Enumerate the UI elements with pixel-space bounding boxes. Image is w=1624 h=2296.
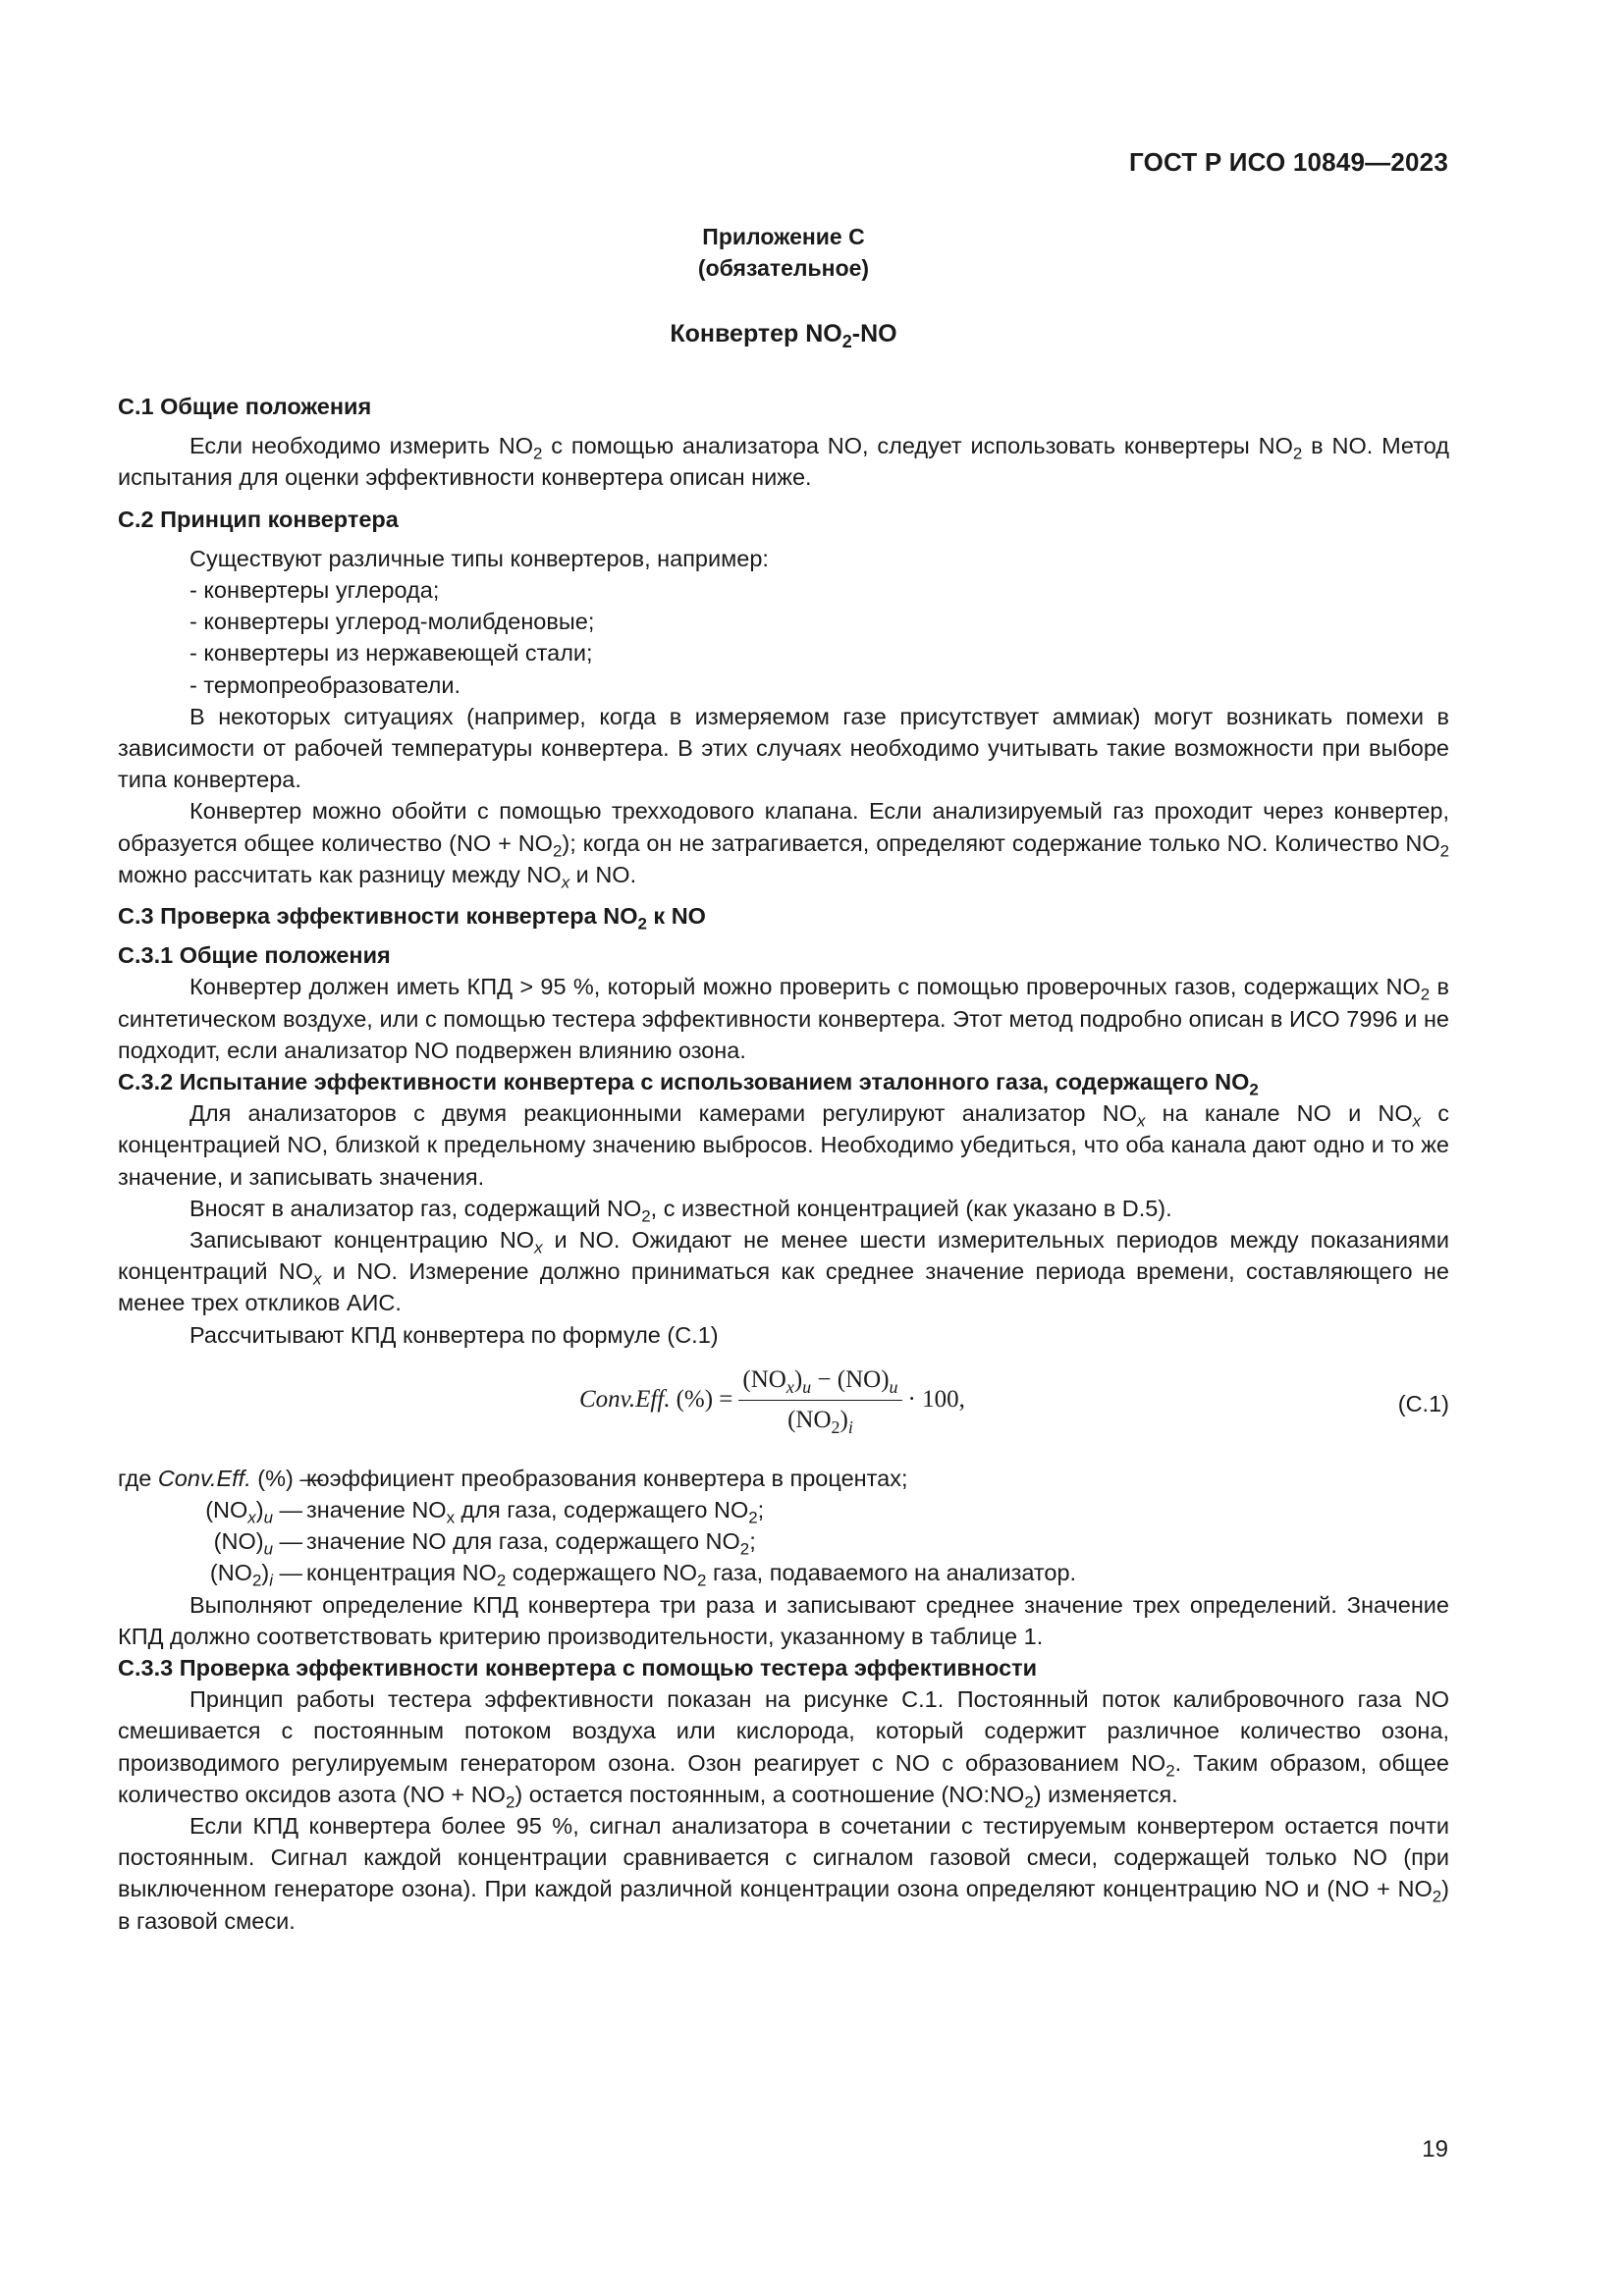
- document-body: [118, 391, 1449, 1937]
- list-item: - конвертеры углерода;: [189, 577, 440, 604]
- list-item: - конвертеры углерод-молибденовые;: [189, 609, 595, 635]
- list-item: - термопреобразователи.: [189, 671, 460, 698]
- list-item: - конвертеры из нержавеющей стали;: [189, 640, 593, 667]
- formula-number: (С.1): [1397, 1390, 1449, 1416]
- paragraph-c1: Если необходимо измерить $NO_2$ с помощью анализатора NO, следует использовать конвертеры $NO_2$ в NO. Метод испытания для оценки эффективности конвертера описан ниже.: [118, 433, 1449, 491]
- paragraph-c32-setup: Для анализаторов с двумя реакционными камерами регулируют анализатор $NO_x$ на канале NO и $NO_x$ с концентрацией NO, близкой к предельному значению выбросов. Необходимо убедиться, что оба канала дают одно и то же значение, и записывать значения.: [118, 1100, 1449, 1190]
- definition-no2-i: $(NO_2)_i$ — концентрация $NO_2$ содержащего $NO_2$ газа, подаваемого на анализатор.: [209, 1560, 1077, 1590]
- paragraph-c2-bypass: Конвертер можно обойти с помощью трехходового клапана. Если анализируемый газ проходит через конвертер, образуется общее количество $(NO + NO_2)$; когда он не затрагивается, определяют содержание только NO. Количество $NO_2$ можно рассчитать как разницу между $NO_x$ и NO.: [118, 798, 1450, 892]
- definition-no-u: $(NO)_u$ — значение NO для газа, содержащего $NO_2$;: [213, 1528, 756, 1559]
- section-heading-c33: С.3.3 Проверка эффективности конвертера с помощью тестера эффективности: [118, 1655, 1038, 1682]
- paragraph-c32-formula-intro: Рассчитывают КПД конвертера по формуле (С.1): [189, 1321, 719, 1348]
- paragraph-c32-record: Записывают концентрацию $NO_x$ и NO. Ожидают не менее шести измерительных периодов между показаниями концентраций $NO_x$ и NO. Измерение должно приниматься как среднее значение периода времени, составляющего не менее трех откликов АИС.: [118, 1227, 1449, 1316]
- page-number: 19: [1422, 2136, 1448, 2163]
- paragraph-c32-gas: Вносят в анализатор газ, содержащий $NO_2$, с известной концентрацией (как указано в D.5).: [189, 1195, 1172, 1226]
- paragraph-c31: Конвертер должен иметь КПД > 95 %, который можно проверить с помощью проверочных газов, содержащих $NO_2$ в синтетическом воздухе, или с помощью тестера эффективности конвертера. Этот метод подробно описан в ИСО 7996 и не подходит, если анализатор NO подвержен влиянию озона.: [118, 974, 1449, 1063]
- annex-status: (обязательное): [697, 255, 870, 281]
- section-heading-c32: С.3.2 Испытание эффективности конвертера с использованием эталонного газа, содержащего $NO_2$: [118, 1069, 1259, 1099]
- section-heading-c31: С.3.1 Общие положения: [118, 942, 391, 969]
- annex-name: Конвертер $NO_2-NO$: [670, 320, 897, 351]
- paragraph-c32-repeat: Выполняют определение КПД конвертера три раза и записывают среднее значение трех определений. Значение КПД должно соответствовать критерию производительности, указанному в таблице 1.: [118, 1591, 1449, 1649]
- paragraph-c2-interference: В некоторых ситуациях (например, когда в измеряемом газе присутствует аммиак) могут возникать помехи в зависимости от рабочей температуры конвертера. В этих случаях необходимо учитывать такие возможности при выборе типа конвертера.: [118, 703, 1449, 793]
- formula-c1: [118, 1357, 1449, 1455]
- annex-title: Приложение С: [702, 224, 865, 249]
- paragraph-c2-intro: Существуют различные типы конвертеров, например:: [189, 545, 769, 571]
- definition-nox-u: $(NO_x)_u$ — значение $NO_x$ для газа, содержащего $NO_2$;: [205, 1497, 765, 1527]
- definition-conv-eff: где Conv.Eff. (%) — коэффициент преобразования конвертера в процентах;: [118, 1465, 908, 1491]
- formula-expression: Conv.Eff. (%) = $\frac{(NO_x)_u - (NO)_u}{(NO_2)_i}$ · 100,: [579, 1365, 965, 1437]
- standard-designation: ГОСТ Р ИСО 10849—2023: [1128, 147, 1448, 177]
- paragraph-c33-principle: Принцип работы тестера эффективности показан на рисунке С.1. Постоянный поток калибровочного газа NO смешивается с постоянным потоком воздуха или кислорода, который содержит различное количество озона, производимого регулируемым генератором озона. Озон реагирует с NO с образованием $NO_2$. Таким образом, общее количество оксидов азота $(NO + NO_2)$ остается постоянным, а соотношение $(NO:NO_2)$ изменяется.: [118, 1686, 1449, 1812]
- section-heading-c1: С.1 Общие положения: [118, 394, 372, 419]
- formula-fraction: $\frac{(NO_x)_u - (NO)_u}{(NO_2)_i}$: [738, 1364, 901, 1436]
- section-heading-c2: С.2 Принцип конвертера: [118, 506, 399, 532]
- paragraph-c33-signal: Если КПД конвертера более 95 %, сигнал анализатора в сочетании с тестируемым конвертером остается почти постоянным. Сигнал каждой концентрации сравнивается с сигналом газовой смеси, содержащей только NO (при выключенном генераторе озона). При каждой различной концентрации озона определяют концентрацию NO и $(NO + NO_2)$ в газовой смеси.: [118, 1813, 1449, 1934]
- section-heading-c3: С.3 Проверка эффективности конвертера $NO_2$ к NO: [118, 903, 706, 934]
